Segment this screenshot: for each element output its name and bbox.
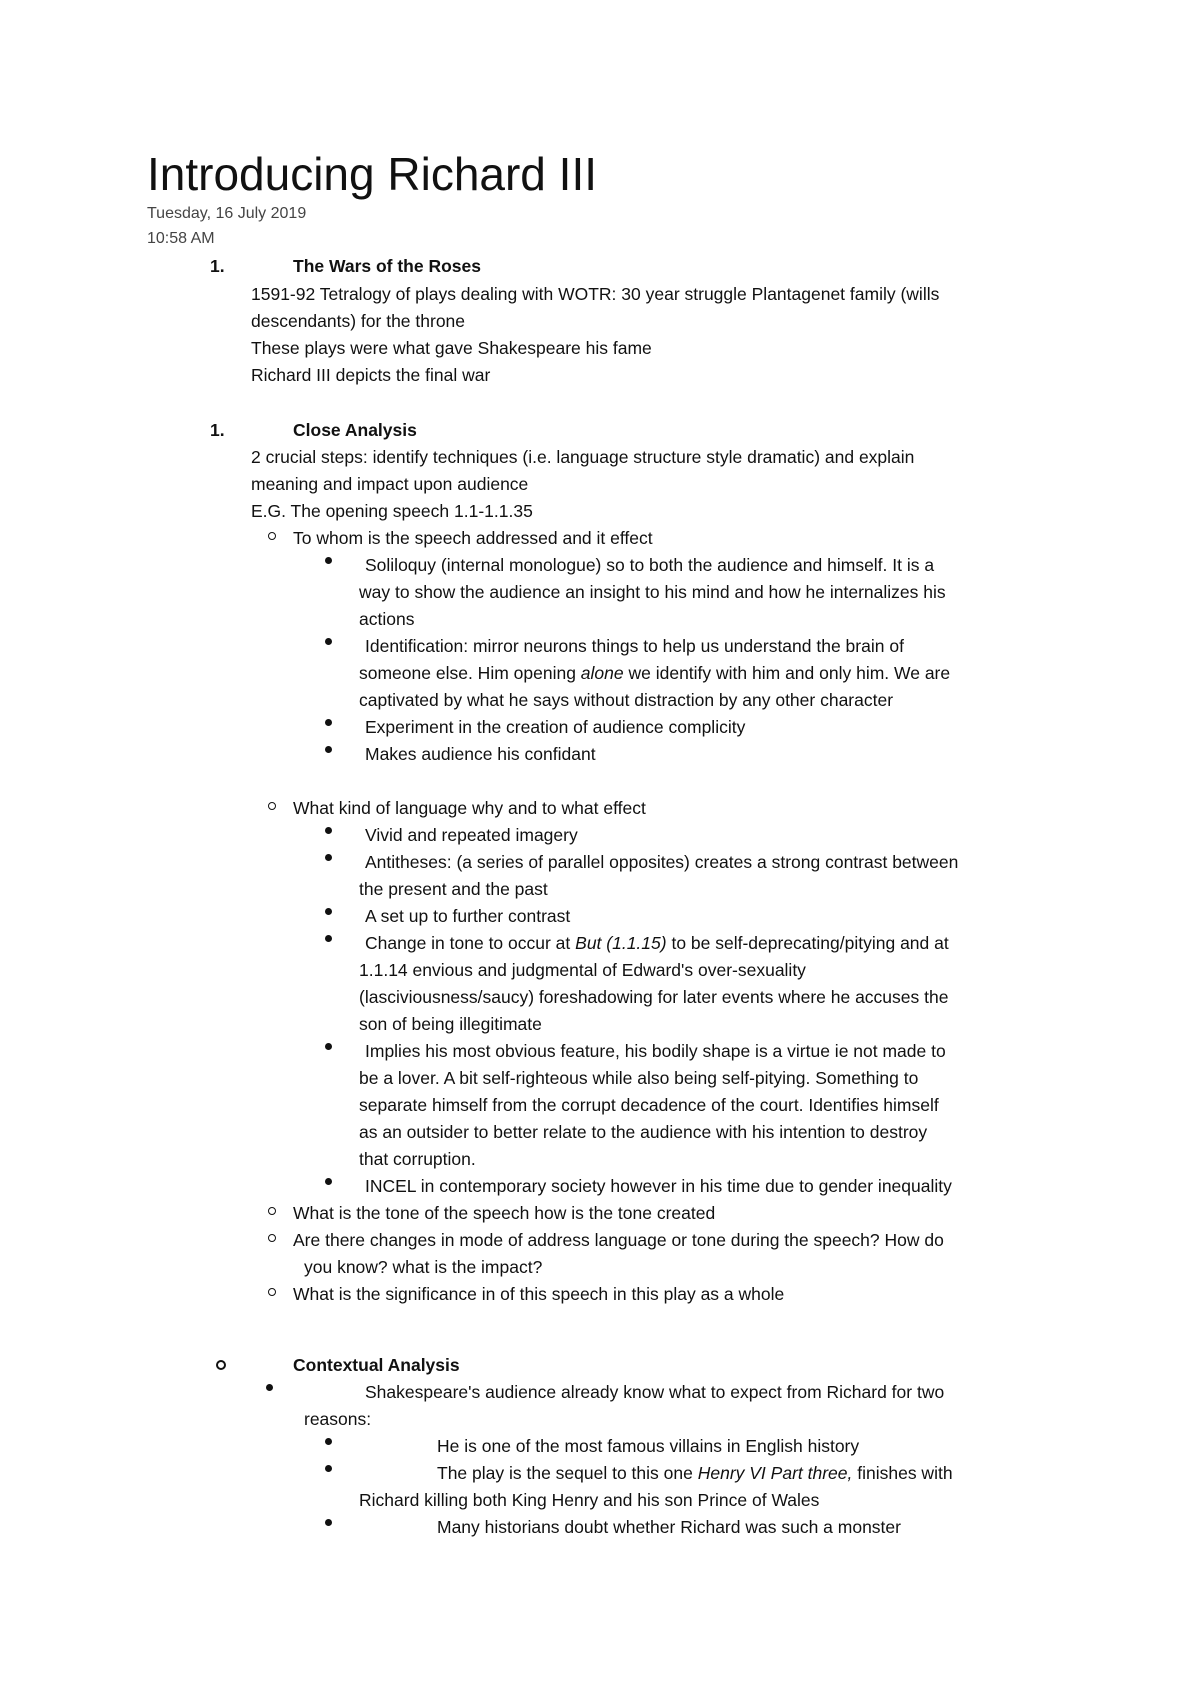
list-item: Makes audience his confidant xyxy=(365,744,596,764)
list-item xyxy=(365,930,949,957)
bullet-dot-icon xyxy=(266,1384,273,1391)
list-item: Vivid and repeated imagery xyxy=(365,825,578,845)
emphasis-text: alone xyxy=(580,663,624,683)
list-item-continued: actions xyxy=(359,609,415,629)
question-item: Are there changes in mode of address language or tone during the speech? How do xyxy=(293,1230,944,1250)
hollow-circle-bullet-icon xyxy=(268,802,276,810)
question-item: To whom is the speech addressed and it effect xyxy=(293,528,653,548)
list-item: Experiment in the creation of audience complicity xyxy=(365,717,746,737)
emphasis-text: But (1.1.15) xyxy=(575,933,667,953)
hollow-circle-bullet-icon xyxy=(268,1234,276,1242)
section-heading: The Wars of the Roses xyxy=(293,256,481,276)
list-item: Soliloquy (internal monologue) so to both the audience and himself. It is a xyxy=(365,555,935,575)
bullet-dot-icon xyxy=(325,746,332,753)
list-item-continued: that corruption. xyxy=(359,1149,476,1169)
list-item-continued: captivated by what he says without distraction by any other character xyxy=(359,690,894,710)
page-title: Introducing Richard III xyxy=(147,148,598,200)
hollow-circle-bullet-icon xyxy=(268,532,276,540)
text-run: Change in tone to occur at xyxy=(365,933,576,953)
body-line: 1591-92 Tetralogy of plays dealing with WOTR: 30 year struggle Plantagenet family (wills xyxy=(251,284,940,304)
list-item: A set up to further contrast xyxy=(365,906,571,926)
bullet-dot-icon xyxy=(325,638,332,645)
list-item-continued xyxy=(359,660,950,687)
list-item-continued: son of being illegitimate xyxy=(359,1014,542,1034)
body-line: Richard III depicts the final war xyxy=(251,365,491,385)
list-item-continued: Richard killing both King Henry and his son Prince of Wales xyxy=(359,1490,820,1510)
bullet-dot-icon xyxy=(325,935,332,942)
list-item-continued: reasons: xyxy=(304,1409,372,1429)
bullet-dot-icon xyxy=(325,854,332,861)
list-item: Identification: mirror neurons things to help us understand the brain of xyxy=(365,636,904,656)
list-item: Implies his most obvious feature, his bodily shape is a virtue ie not made to xyxy=(365,1041,946,1061)
emphasis-text: Henry VI Part three, xyxy=(697,1463,853,1483)
bullet-dot-icon xyxy=(325,908,332,915)
note-date: Tuesday, 16 July 2019 xyxy=(147,205,307,222)
hollow-circle-bullet-icon xyxy=(216,1360,226,1370)
list-item-continued: (lasciviousness/saucy) foreshadowing for later events where he accuses the xyxy=(359,987,949,1007)
bullet-dot-icon xyxy=(325,1043,332,1050)
note-time: 10:58 AM xyxy=(147,230,215,247)
section-heading: Close Analysis xyxy=(293,420,417,440)
body-line: descendants) for the throne xyxy=(251,311,466,331)
list-item: He is one of the most famous villains in English history xyxy=(437,1436,860,1456)
section-number: 1. xyxy=(210,420,225,440)
text-run: finishes with xyxy=(852,1463,953,1483)
section-number: 1. xyxy=(210,256,225,276)
body-line: 2 crucial steps: identify techniques (i.e. language structure style dramatic) and explain xyxy=(251,447,915,467)
text-run: someone else. Him opening xyxy=(359,663,581,683)
body-line: These plays were what gave Shakespeare his fame xyxy=(251,338,652,358)
question-item: What is the significance in of this speech in this play as a whole xyxy=(293,1284,785,1304)
list-item-continued: be a lover. A bit self-righteous while also being self-pitying. Something to xyxy=(359,1068,919,1088)
question-item: What is the tone of the speech how is the tone created xyxy=(293,1203,716,1223)
list-item: Shakespeare's audience already know what to expect from Richard for two xyxy=(365,1382,945,1402)
body-line: meaning and impact upon audience xyxy=(251,474,529,494)
bullet-dot-icon xyxy=(325,1519,332,1526)
list-item: Antitheses: (a series of parallel opposites) creates a strong contrast between xyxy=(365,852,959,872)
bullet-dot-icon xyxy=(325,719,332,726)
body-line: E.G. The opening speech 1.1-1.1.35 xyxy=(251,501,533,521)
bullet-dot-icon xyxy=(325,1178,332,1185)
text-run: The play is the sequel to this one xyxy=(437,1463,698,1483)
list-item-continued: separate himself from the corrupt decadence of the court. Identifies himself xyxy=(359,1095,939,1115)
text-run: we identify with him and only him. We are xyxy=(623,663,951,683)
list-item-continued: way to show the audience an insight to his mind and how he internalizes his xyxy=(359,582,946,602)
hollow-circle-bullet-icon xyxy=(268,1207,276,1215)
bullet-dot-icon xyxy=(325,827,332,834)
list-item-continued: as an outsider to better relate to the audience with his intention to destroy xyxy=(359,1122,928,1142)
section-heading: Contextual Analysis xyxy=(293,1355,460,1375)
bullet-dot-icon xyxy=(325,1438,332,1445)
question-item-continued: you know? what is the impact? xyxy=(304,1257,543,1277)
hollow-circle-bullet-icon xyxy=(268,1288,276,1296)
list-item-continued: the present and the past xyxy=(359,879,548,899)
list-item xyxy=(437,1460,953,1487)
bullet-dot-icon xyxy=(325,557,332,564)
text-run: to be self-deprecating/pitying and at xyxy=(666,933,949,953)
list-item: Many historians doubt whether Richard was such a monster xyxy=(437,1517,901,1537)
list-item-continued: 1.1.14 envious and judgmental of Edward's over-sexuality xyxy=(359,960,806,980)
list-item: INCEL in contemporary society however in his time due to gender inequality xyxy=(365,1176,952,1196)
question-item: What kind of language why and to what effect xyxy=(293,798,646,818)
bullet-dot-icon xyxy=(325,1465,332,1472)
